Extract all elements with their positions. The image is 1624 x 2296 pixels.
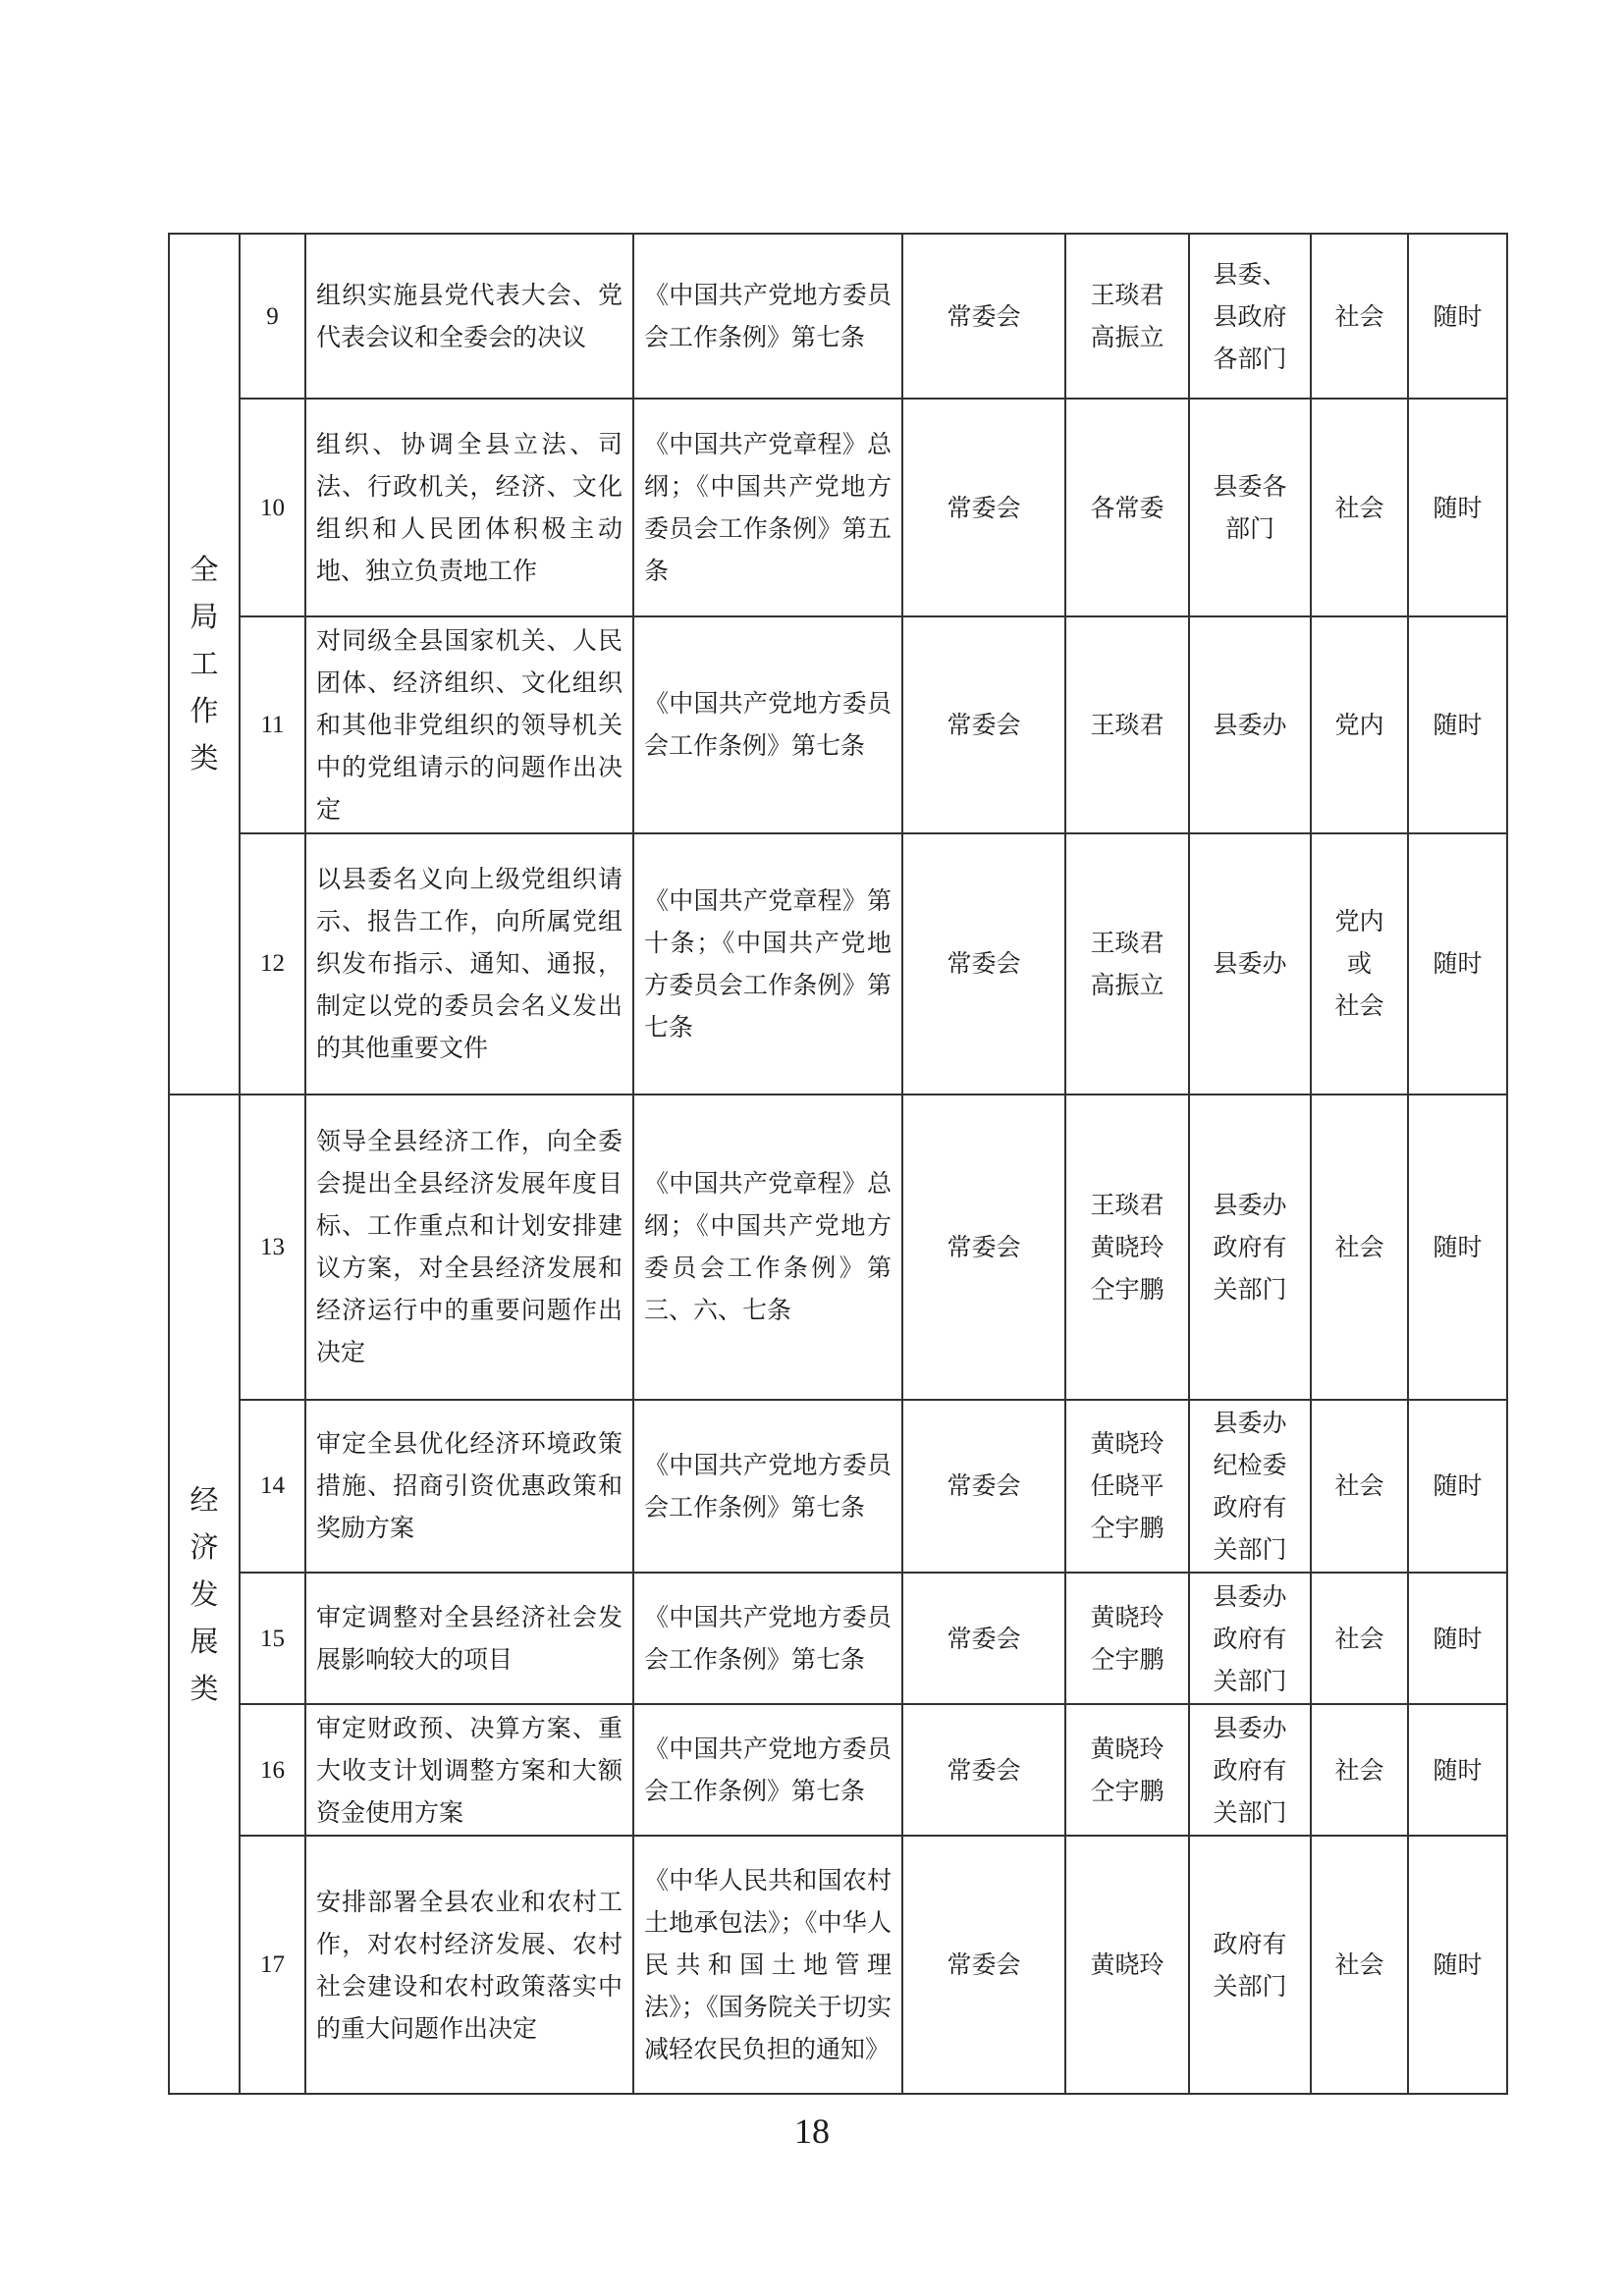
table-row: [169, 616, 1507, 833]
item-description: 组织、协调全县立法、司法、行政机关，经济、文化组织和人民团体积极主动地、独立负责地工作: [305, 399, 633, 615]
category-label: 全局工作类: [189, 553, 219, 775]
depts-line: 政府有: [1213, 1624, 1287, 1653]
depts-line: 县委办: [1213, 710, 1287, 739]
responsible-departments: [1189, 1400, 1311, 1574]
responsible-leaders: [1065, 1836, 1189, 2094]
legal-basis: 《中国共产党章程》总纲；《中国共产党地方委员会工作条例》第五条: [633, 399, 902, 615]
item-description: 审定调整对全县经济社会发展影响较大的项目: [305, 1573, 633, 1704]
table-row: [169, 833, 1507, 1095]
item-description: 对同级全县国家机关、人民团体、经济组织、文化组织和其他非党组织的领导机关中的党组请示的问题作出决定: [305, 616, 633, 833]
table-row: [169, 1095, 1507, 1400]
leaders-line: 高振立: [1090, 970, 1164, 999]
scope-line: 社会: [1334, 1471, 1384, 1501]
decision-organ: 常委会: [902, 1704, 1065, 1836]
responsible-leaders: [1065, 1400, 1189, 1574]
disclosure-time: 随时: [1408, 1573, 1507, 1704]
table-row: [169, 1836, 1507, 2094]
disclosure-scope: [1311, 1573, 1408, 1704]
leaders-line: 黄晓玲: [1090, 1735, 1164, 1764]
table-row: [169, 399, 1507, 615]
disclosure-scope: [1311, 1704, 1408, 1836]
item-number: 16: [240, 1704, 305, 1836]
disclosure-time: 随时: [1408, 833, 1507, 1095]
disclosure-scope: [1311, 399, 1408, 615]
disclosure-scope: [1311, 234, 1408, 399]
responsible-leaders: [1065, 616, 1189, 833]
decision-organ: 常委会: [902, 1573, 1065, 1704]
responsible-departments: [1189, 1704, 1311, 1836]
depts-line: 政府有: [1213, 1232, 1287, 1261]
disclosure-scope: [1311, 1095, 1408, 1400]
disclosure-time: 随时: [1408, 616, 1507, 833]
item-number: 17: [240, 1836, 305, 2094]
responsible-departments: [1189, 399, 1311, 615]
item-description: 组织实施县党代表大会、党代表会议和全委会的决议: [305, 234, 633, 399]
item-number: 11: [240, 616, 305, 833]
disclosure-scope: [1311, 1836, 1408, 2094]
decision-organ: 常委会: [902, 1400, 1065, 1574]
scope-line: 社会: [1334, 991, 1384, 1021]
legal-basis: 《中国共产党地方委员会工作条例》第七条: [633, 1704, 902, 1836]
item-number: 12: [240, 833, 305, 1095]
leaders-line: 仝宇鹏: [1090, 1514, 1164, 1543]
responsible-leaders: [1065, 833, 1189, 1095]
depts-line: 县委办: [1213, 1713, 1287, 1742]
responsible-leaders: [1065, 399, 1189, 615]
depts-line: 政府有: [1213, 1492, 1287, 1522]
depts-line: 政府有: [1213, 1929, 1287, 1958]
depts-line: 县委办: [1213, 1408, 1287, 1437]
responsible-leaders: [1065, 1573, 1189, 1704]
depts-line: 关部门: [1213, 1797, 1287, 1827]
legal-basis: 《中国共产党地方委员会工作条例》第七条: [633, 1573, 902, 1704]
leaders-line: 王琰君: [1090, 281, 1164, 310]
depts-line: 县委各: [1213, 472, 1287, 502]
item-description: 审定全县优化经济环境政策措施、招商引资优惠政策和奖励方案: [305, 1400, 633, 1574]
scope-line: 党内: [1334, 710, 1384, 739]
responsible-leaders: [1065, 1704, 1189, 1836]
item-number: 14: [240, 1400, 305, 1574]
responsible-departments: [1189, 833, 1311, 1095]
leaders-line: 王琰君: [1090, 710, 1164, 739]
item-number: 10: [240, 399, 305, 615]
depts-line: 关部门: [1213, 1666, 1287, 1695]
decision-organ: 常委会: [902, 1095, 1065, 1400]
leaders-line: 黄晓玲: [1090, 1950, 1164, 1980]
leaders-line: 高振立: [1090, 323, 1164, 352]
legal-basis: 《中国共产党地方委员会工作条例》第七条: [633, 616, 902, 833]
scope-line: 或: [1346, 949, 1372, 979]
table-row: [169, 1400, 1507, 1574]
item-number: 9: [240, 234, 305, 399]
leaders-line: 任晓平: [1090, 1471, 1164, 1501]
responsible-departments: [1189, 1836, 1311, 2094]
category-cell: [169, 234, 240, 1095]
decision-organ: 常委会: [902, 234, 1065, 399]
leaders-line: 王琰君: [1090, 928, 1164, 957]
leaders-line: 各常委: [1090, 493, 1164, 522]
leaders-line: 黄晓玲: [1090, 1232, 1164, 1261]
category-cell: [169, 1095, 240, 2094]
disclosure-scope: [1311, 616, 1408, 833]
disclosure-time: 随时: [1408, 234, 1507, 399]
decision-organ: 常委会: [902, 1836, 1065, 2094]
legal-basis: 《中华人民共和国农村土地承包法》；《中华人民共和国土地管理法》；《国务院关于切实减轻农民负担的通知》: [633, 1836, 902, 2094]
scope-line: 社会: [1334, 493, 1384, 522]
leaders-line: 仝宇鹏: [1090, 1777, 1164, 1806]
scope-line: 社会: [1334, 301, 1384, 331]
depts-line: 县委办: [1213, 1581, 1287, 1611]
depts-line: 县委办: [1213, 949, 1287, 979]
responsible-leaders: [1065, 1095, 1189, 1400]
decision-organ: 常委会: [902, 399, 1065, 615]
depts-line: 政府有: [1213, 1755, 1287, 1785]
item-number: 13: [240, 1095, 305, 1400]
item-number: 15: [240, 1573, 305, 1704]
scope-line: 社会: [1334, 1624, 1384, 1653]
disclosure-time: 随时: [1408, 1704, 1507, 1836]
table-row: [169, 1704, 1507, 1836]
item-description: 安排部署全县农业和农村工作，对农村经济发展、农村社会建设和农村政策落实中的重大问题作出决定: [305, 1836, 633, 2094]
table-row: [169, 234, 1507, 399]
disclosure-time: 随时: [1408, 1095, 1507, 1400]
disclosure-time: 随时: [1408, 399, 1507, 615]
legal-basis: 《中国共产党地方委员会工作条例》第七条: [633, 1400, 902, 1574]
category-label: 经济发展类: [189, 1482, 219, 1705]
page-number: 18: [794, 2111, 830, 2151]
leaders-line: 王琰君: [1090, 1190, 1164, 1219]
depts-line: 部门: [1224, 514, 1274, 544]
disclosure-scope: [1311, 1400, 1408, 1574]
disclosure-scope: [1311, 833, 1408, 1095]
table-row: [169, 1573, 1507, 1704]
leaders-line: 仝宇鹏: [1090, 1645, 1164, 1675]
depts-line: 关部门: [1213, 1534, 1287, 1564]
legal-basis: 《中国共产党章程》第十条；《中国共产党地方委员会工作条例》第七条: [633, 833, 902, 1095]
depts-line: 关部门: [1213, 1274, 1287, 1304]
scope-line: 社会: [1334, 1755, 1384, 1785]
responsible-departments: [1189, 1573, 1311, 1704]
disclosure-time: 随时: [1408, 1836, 1507, 2094]
legal-basis: 《中国共产党地方委员会工作条例》第七条: [633, 234, 902, 399]
legal-basis: 《中国共产党章程》总纲；《中国共产党地方委员会工作条例》第三、六、七条: [633, 1095, 902, 1400]
item-description: 以县委名义向上级党组织请示、报告工作，向所属党组织发布指示、通知、通报，制定以党的委员会名义发出的其他重要文件: [305, 833, 633, 1095]
leaders-line: 黄晓玲: [1090, 1429, 1164, 1459]
depts-line: 县委办: [1213, 1190, 1287, 1219]
depts-line: 关部门: [1213, 1971, 1287, 2001]
responsible-departments: [1189, 616, 1311, 833]
responsible-departments: [1189, 234, 1311, 399]
item-description: 审定财政预、决算方案、重大收支计划调整方案和大额资金使用方案: [305, 1704, 633, 1836]
decision-organ: 常委会: [902, 616, 1065, 833]
leaders-line: 仝宇鹏: [1090, 1274, 1164, 1304]
scope-line: 党内: [1334, 907, 1384, 936]
scope-line: 社会: [1334, 1232, 1384, 1261]
depts-line: 县委、: [1213, 259, 1287, 289]
item-description: 领导全县经济工作，向全委会提出全县经济发展年度目标、工作重点和计划安排建议方案，对全县经济发展和经济运行中的重要问题作出决定: [305, 1095, 633, 1400]
depts-line: 县政府: [1213, 301, 1287, 331]
disclosure-time: 随时: [1408, 1400, 1507, 1574]
leaders-line: 黄晓玲: [1090, 1603, 1164, 1632]
depts-line: 各部门: [1213, 344, 1287, 373]
responsible-leaders: [1065, 234, 1189, 399]
scope-line: 社会: [1334, 1950, 1384, 1980]
depts-line: 纪检委: [1213, 1450, 1287, 1479]
decision-organ: 常委会: [902, 833, 1065, 1095]
responsibility-table: [168, 233, 1508, 2095]
responsible-departments: [1189, 1095, 1311, 1400]
